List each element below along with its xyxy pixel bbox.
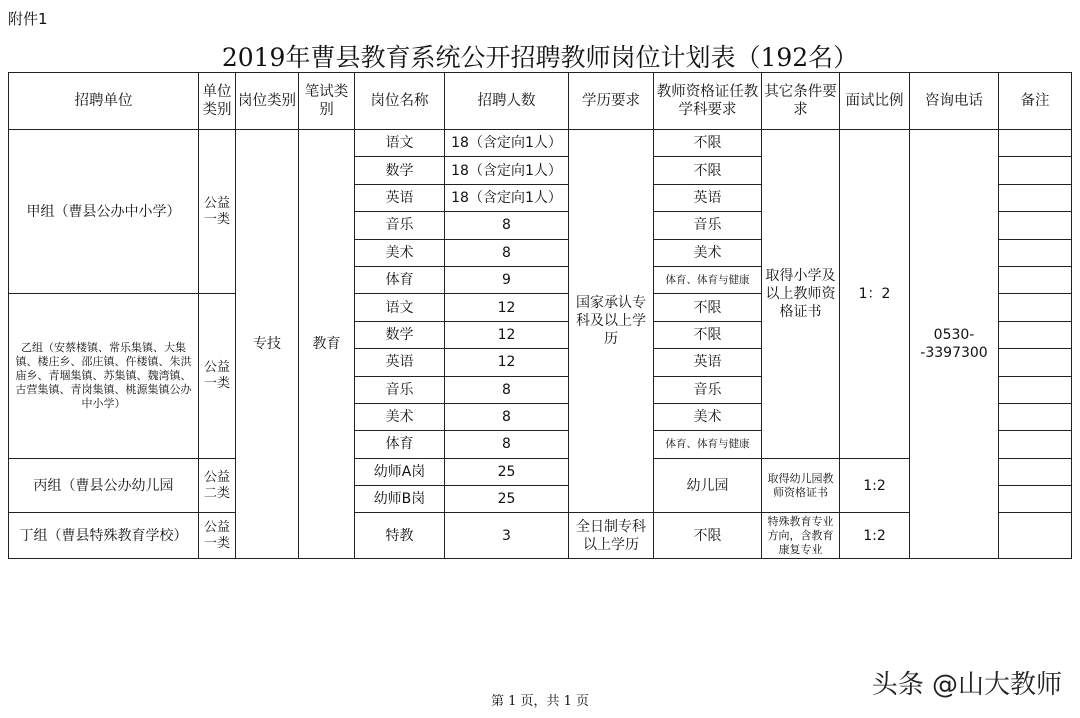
post-count: 8 [445,376,569,403]
post-name: 英语 [355,349,445,376]
ratio-kindergarten: 1:2 [840,458,910,513]
header-row [9,73,1072,130]
group-b-type: 公益一类 [199,294,236,458]
post-name: 美术 [355,403,445,430]
post-count: 8 [445,403,569,430]
post-count: 8 [445,212,569,239]
post-count: 9 [445,266,569,293]
ratio-school: 1：2 [840,130,910,459]
post-name: 数学 [355,157,445,184]
group-d-unit: 丁组（曹县特殊教育学校） [9,513,199,559]
header-unit-type: 单位类别 [199,73,236,130]
watermark: 头条 @山大教师 [871,670,1062,700]
page-footer: 第 1 页，共 1 页 [490,694,590,709]
header-post-type: 岗位类别 [236,73,299,130]
post-count: 3 [445,513,569,559]
cert-subject: 音乐 [654,212,762,239]
post-count: 12 [445,294,569,321]
remark-cell [999,486,1072,513]
remark-cell [999,294,1072,321]
header-unit: 招聘单位 [9,73,199,130]
ratio-special: 1:2 [840,513,910,559]
post-name: 音乐 [355,212,445,239]
remark-cell [999,130,1072,157]
group-b-unit: 乙组（安蔡楼镇、常乐集镇、大集镇、楼庄乡、邵庄镇、仵楼镇、朱洪庙乡、青堌集镇、苏集镇、魏湾镇、古营集镇、青岗集镇、桃源集镇公办中小学） [9,294,199,458]
post-count: 18（含定向1人） [445,184,569,211]
header-phone: 咨询电话 [910,73,999,130]
cert-subject: 不限 [654,157,762,184]
remark-cell [999,349,1072,376]
header-exam-type: 笔试类别 [299,73,355,130]
header-remark: 备注 [999,73,1072,130]
cert-subject: 不限 [654,513,762,559]
post-count: 12 [445,349,569,376]
cert-subject: 美术 [654,403,762,430]
cert-subject: 不限 [654,321,762,348]
education-special: 全日制专科以上学历 [569,513,654,559]
post-name: 幼师A岗 [355,458,445,485]
post-count: 12 [445,321,569,348]
attachment-label: 附件1 [8,10,48,28]
post-count: 18（含定向1人） [445,130,569,157]
cert-subject: 英语 [654,349,762,376]
consult-phone: 0530--3397300 [910,130,999,559]
cert-subject: 不限 [654,130,762,157]
post-count: 8 [445,431,569,458]
header-education: 学历要求 [569,73,654,130]
group-c-unit: 丙组（曹县公办幼儿园 [9,458,199,513]
remark-cell [999,184,1072,211]
header-other: 其它条件要求 [762,73,840,130]
other-school: 取得小学及以上教师资格证书 [762,130,840,459]
post-name: 英语 [355,184,445,211]
remark-cell [999,266,1072,293]
group-d-type: 公益一类 [199,513,236,559]
cert-subject: 英语 [654,184,762,211]
post-name: 音乐 [355,376,445,403]
remark-cell [999,212,1072,239]
remark-cell [999,513,1072,559]
post-name: 幼师B岗 [355,486,445,513]
recruitment-table [8,72,1072,559]
post-name: 体育 [355,266,445,293]
cert-subject: 音乐 [654,376,762,403]
exam-type: 教育 [299,130,355,559]
cert-subject: 不限 [654,294,762,321]
post-count: 25 [445,458,569,485]
post-count: 8 [445,239,569,266]
remark-cell [999,458,1072,485]
post-name: 特教 [355,513,445,559]
remark-cell [999,403,1072,430]
group-c-type: 公益二类 [199,458,236,513]
cert-subject: 体育、体育与健康 [654,431,762,458]
page-title: 2019年曹县教育系统公开招聘教师岗位计划表（192名） [221,43,859,72]
remark-cell [999,239,1072,266]
header-cert: 教师资格证任教学科要求 [654,73,762,130]
cert-subject: 体育、体育与健康 [654,266,762,293]
group-a-unit: 甲组（曹县公办中小学） [9,130,199,294]
table-row [9,130,1072,157]
cert-kindergarten: 幼儿园 [654,458,762,513]
post-name: 语文 [355,130,445,157]
post-name: 体育 [355,431,445,458]
post-type: 专技 [236,130,299,559]
header-post-name: 岗位名称 [355,73,445,130]
post-name: 数学 [355,321,445,348]
header-count: 招聘人数 [445,73,569,130]
remark-cell [999,157,1072,184]
header-ratio: 面试比例 [840,73,910,130]
post-name: 美术 [355,239,445,266]
other-kindergarten: 取得幼儿园教师资格证书 [762,458,840,513]
group-a-type: 公益一类 [199,130,236,294]
post-name: 语文 [355,294,445,321]
remark-cell [999,321,1072,348]
cert-subject: 美术 [654,239,762,266]
remark-cell [999,376,1072,403]
other-special: 特殊教育专业方向，含教育康复专业 [762,513,840,559]
post-count: 18（含定向1人） [445,157,569,184]
remark-cell [999,431,1072,458]
post-count: 25 [445,486,569,513]
education-main: 国家承认专科及以上学历 [569,130,654,513]
